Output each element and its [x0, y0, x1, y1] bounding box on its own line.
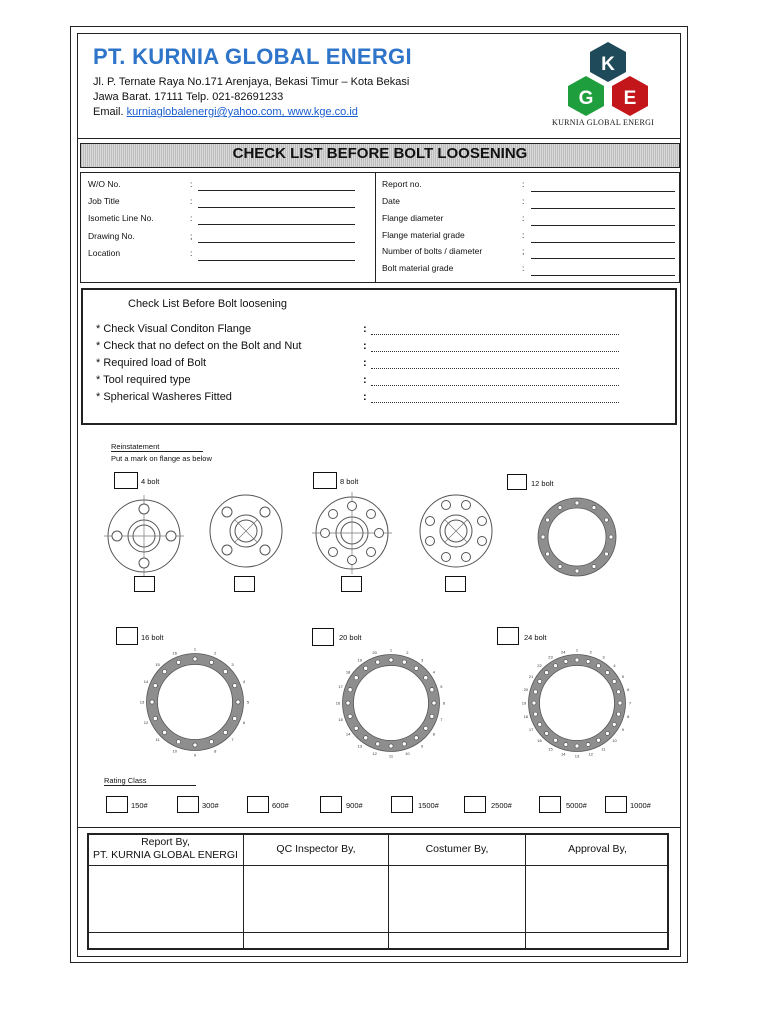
header-divider — [77, 138, 681, 139]
bolt-hole — [354, 676, 358, 680]
bolt-hole — [376, 742, 380, 746]
bolt-hole — [554, 664, 558, 668]
bolt-number: 5 — [440, 684, 443, 690]
option-12-bolt-checkbox[interactable] — [507, 474, 527, 490]
logo-letter-e: E — [623, 88, 637, 109]
bolt-hole — [354, 726, 358, 730]
bolt-number: 6 — [242, 719, 246, 725]
bolt-number: 15 — [548, 746, 553, 752]
flange-8-bolt-a-checkbox[interactable] — [341, 576, 362, 592]
bolt-hole — [558, 564, 562, 568]
bolt-material-label: Bolt material grade — [382, 263, 454, 273]
bolt-hole — [605, 731, 609, 735]
bolt-hole — [575, 658, 579, 662]
bolt-hole — [617, 712, 621, 716]
bolt-hole — [414, 666, 418, 670]
rating-300-checkbox[interactable] — [177, 796, 199, 813]
bolt-hole — [575, 744, 579, 748]
rating-900-label: 900# — [346, 801, 363, 810]
report-by-header — [88, 836, 243, 862]
flange-diameter-label: Flange diameter — [382, 213, 444, 223]
logo-caption: KURNIA GLOBAL ENERGI — [552, 118, 655, 127]
flange-20-bolt-ring-diagram — [336, 648, 446, 758]
flange-4-bolt-b-diagram — [206, 490, 286, 572]
bolt-number: 3 — [602, 654, 605, 660]
bolt-hole — [153, 683, 157, 687]
bolt-number: 14 — [143, 679, 149, 685]
bolt-hole — [236, 700, 240, 704]
drawing-no-field[interactable] — [198, 242, 355, 243]
email-label: Email. — [93, 106, 127, 118]
customer-signature-area[interactable] — [390, 867, 524, 931]
bolt-number: 24 — [561, 649, 566, 655]
bolt-hole — [364, 736, 368, 740]
bolt-number: 2 — [214, 650, 217, 656]
bolt-number: 4 — [613, 663, 616, 669]
bolt-hole — [150, 700, 154, 704]
checklist-item-defect: * Check that no defect on the Bolt and Nut — [96, 340, 302, 352]
flange-diameter-field[interactable] — [531, 225, 675, 226]
bolt-hole — [612, 723, 616, 727]
bolt-number: 4 — [242, 679, 246, 685]
job-title-field[interactable] — [198, 207, 355, 208]
bolt-count-field[interactable] — [531, 258, 675, 259]
bolt-hole — [538, 680, 542, 684]
location-label: Location — [88, 248, 121, 258]
company-name: PT. KURNIA GLOBAL ENERGI — [93, 44, 412, 69]
wo-no-field[interactable] — [198, 190, 355, 191]
checklist-item-washer: * Spherical Washeres Fitted — [96, 391, 232, 403]
flange-diameter-colon: : — [522, 213, 525, 223]
flange-material-colon: : — [522, 230, 525, 240]
bolt-number: 10 — [405, 750, 410, 756]
bolt-hole — [424, 676, 428, 680]
bolt-hole — [546, 552, 550, 556]
bolt-hole — [233, 683, 237, 687]
bolt-hole — [346, 701, 350, 705]
bolt-hole — [532, 701, 536, 705]
report-by-signature-area[interactable] — [88, 867, 242, 931]
flange-material-label: Flange material grade — [382, 230, 465, 240]
info-box-divider — [375, 172, 376, 283]
bolt-number: 18 — [345, 669, 351, 675]
bolt-hole — [402, 660, 406, 664]
bolt-number: 13 — [140, 699, 145, 705]
bolt-number: 6 — [627, 686, 630, 692]
date-field[interactable] — [531, 208, 675, 209]
bolt-hole — [564, 659, 568, 663]
bolt-count-colon: ; — [522, 246, 525, 256]
bolt-hole — [597, 738, 601, 742]
bolt-hole — [162, 730, 166, 734]
bolt-hole — [533, 712, 537, 716]
bolt-hole — [605, 671, 609, 675]
bolt-number: 19 — [357, 657, 363, 663]
bolt-hole — [193, 743, 197, 747]
drawing-no-colon: ; — [190, 231, 193, 241]
option-4-bolt-label: 4 bolt — [141, 477, 160, 486]
bolt-number: 21 — [528, 674, 534, 679]
bolt-number: 1 — [575, 648, 579, 653]
checklist-answer-defect[interactable] — [371, 351, 619, 352]
bolt-hole — [612, 680, 616, 684]
flange-8-bolt-b-checkbox[interactable] — [445, 576, 466, 592]
bolt-material-colon: : — [522, 263, 525, 273]
bolt-number: 6 — [442, 700, 446, 706]
option-20-bolt-label: 20 bolt — [339, 633, 362, 642]
job-title-label: Job Title — [88, 196, 120, 206]
flange-material-field[interactable] — [531, 242, 675, 243]
checklist-colon: : — [363, 357, 367, 369]
bolt-number: 5 — [621, 674, 625, 679]
flange-8-bolt-a-diagram — [312, 492, 392, 574]
bolt-number: 16 — [537, 737, 542, 743]
bolt-number: 16 — [336, 700, 341, 706]
isometric-line-field[interactable] — [198, 224, 355, 225]
option-16-bolt-checkbox[interactable] — [116, 627, 138, 645]
website-link[interactable]: , www.kge.co.id — [281, 106, 358, 118]
option-16-bolt-label: 16 bolt — [141, 633, 164, 642]
bolt-number: 9 — [421, 743, 424, 749]
email-link[interactable]: kurniaglobalenergi@yahoo.com — [126, 106, 282, 118]
footer-divider — [77, 827, 681, 828]
bolt-number: 7 — [628, 700, 632, 706]
bolt-number: 17 — [338, 684, 343, 690]
rating-2500-label: 2500# — [491, 801, 512, 810]
bolt-number: 8 — [432, 731, 435, 737]
bolt-hole — [223, 669, 227, 673]
option-8-bolt-checkbox[interactable] — [313, 472, 337, 489]
bolt-hole — [617, 690, 621, 694]
bolt-hole — [176, 660, 180, 664]
bolt-hole — [575, 569, 579, 573]
bolt-number: 11 — [601, 746, 606, 752]
reinstatement-title: Reinstatement — [111, 442, 203, 452]
bolt-number: 8 — [214, 748, 217, 754]
option-20-bolt-checkbox[interactable] — [312, 628, 334, 646]
customer-header: Costumer By, — [425, 843, 489, 855]
flange-16-bolt-ring-diagram — [140, 647, 250, 757]
bolt-hole — [209, 740, 213, 744]
date-colon: : — [522, 196, 525, 206]
bolt-count-label: Number of bolts / diameter — [382, 246, 483, 256]
rating-1500-label: 1500# — [418, 801, 439, 810]
bolt-hole — [402, 742, 406, 746]
rating-1500-checkbox[interactable] — [391, 796, 413, 813]
bolt-hole — [538, 723, 542, 727]
bolt-number: 15 — [155, 662, 160, 668]
bolt-hole — [604, 518, 608, 522]
contact-line — [93, 106, 358, 118]
isometric-line-label: Isometic Line No. — [88, 213, 154, 223]
bolt-number: 20 — [372, 650, 377, 656]
bolt-number: 7 — [440, 716, 443, 722]
bolt-hole — [618, 701, 622, 705]
checklist-answer-washer[interactable] — [371, 402, 619, 403]
bolt-number: 9 — [621, 727, 625, 732]
bolt-number: 12 — [143, 719, 149, 725]
bolt-hole — [609, 535, 613, 539]
bolt-hole — [575, 501, 579, 505]
bolt-number: 1 — [389, 648, 393, 653]
bolt-number: 14 — [345, 731, 351, 737]
bolt-number: 11 — [155, 736, 160, 742]
rating-600-checkbox[interactable] — [247, 796, 269, 813]
flange-8-bolt-b-diagram — [416, 490, 496, 572]
bolt-number: 3 — [231, 662, 234, 668]
option-4-bolt-checkbox[interactable] — [114, 472, 138, 489]
bolt-material-field[interactable] — [531, 275, 675, 276]
approval-header: Approval By, — [568, 843, 627, 855]
bolt-number: 9 — [193, 752, 197, 757]
bolt-number: 10 — [172, 748, 177, 754]
bolt-hole — [586, 743, 590, 747]
checklist-answer-tool[interactable] — [371, 385, 619, 386]
address-line-1: Jl. P. Ternate Raya No.171 Arenjaya, Bekasi Timur – Kota Bekasi — [93, 76, 410, 88]
bolt-hole — [364, 666, 368, 670]
bolt-number: 10 — [612, 737, 617, 743]
signature-header-line — [87, 865, 669, 866]
option-24-bolt-label: 24 bolt — [524, 633, 547, 642]
location-colon: : — [190, 248, 193, 258]
company-logo — [560, 40, 656, 118]
bolt-hole — [430, 688, 434, 692]
bolt-hole — [558, 506, 562, 510]
rating-1000-label: 1000# — [630, 801, 651, 810]
option-24-bolt-checkbox[interactable] — [497, 627, 519, 645]
rating-5000-checkbox[interactable] — [539, 796, 561, 813]
report-by-label: Report By, — [141, 836, 190, 848]
bolt-hole — [546, 518, 550, 522]
logo-letter-k: K — [601, 54, 615, 75]
bolt-hole — [424, 726, 428, 730]
bolt-number: 14 — [561, 751, 566, 757]
qc-inspector-header: QC Inspector By, — [276, 843, 356, 855]
isometric-line-colon: : — [190, 213, 193, 223]
bolt-hole — [348, 714, 352, 718]
checklist-colon: : — [363, 374, 367, 386]
bolt-number: 1 — [193, 647, 197, 652]
bolt-number: 3 — [421, 657, 424, 663]
bolt-hole — [376, 660, 380, 664]
flange-4-bolt-a-checkbox[interactable] — [134, 576, 155, 592]
bolt-hole — [153, 716, 157, 720]
bolt-hole — [545, 671, 549, 675]
bolt-number: 11 — [388, 753, 394, 758]
reinstatement-subtitle: Put a mark on flange as below — [111, 454, 212, 463]
bolt-hole — [533, 690, 537, 694]
bolt-number: 16 — [172, 650, 177, 656]
bolt-number: 12 — [372, 750, 377, 756]
report-no-colon: : — [522, 179, 525, 189]
bolt-hole — [430, 714, 434, 718]
bolt-hole — [193, 657, 197, 661]
bolt-hole — [604, 552, 608, 556]
bolt-hole — [545, 731, 549, 735]
bolt-hole — [592, 564, 596, 568]
rating-900-checkbox[interactable] — [320, 796, 342, 813]
checklist-item-load: * Required load of Bolt — [96, 357, 207, 369]
bolt-number: 17 — [528, 727, 534, 732]
rating-300-label: 300# — [202, 801, 219, 810]
bolt-hole — [176, 740, 180, 744]
checklist-colon: : — [363, 340, 367, 352]
flange-12-bolt-ring-diagram — [535, 495, 619, 579]
bolt-number: 23 — [548, 654, 553, 660]
bolt-hole — [389, 744, 393, 748]
job-title-colon: : — [190, 196, 193, 206]
bolt-number: 8 — [627, 714, 630, 720]
bolt-hole — [586, 659, 590, 663]
rating-1000-checkbox[interactable] — [605, 796, 627, 813]
approval-signature-area[interactable] — [527, 867, 668, 931]
checklist-answer-visual[interactable] — [371, 334, 619, 335]
bolt-number: 22 — [537, 663, 542, 669]
rating-150-label: 150# — [131, 801, 148, 810]
checklist-title: Check List Before Bolt loosening — [128, 298, 287, 310]
wo-no-label: W/O No. — [88, 179, 121, 189]
document-title: CHECK LIST BEFORE BOLT LOOSENING — [232, 145, 528, 162]
checklist-answer-load[interactable] — [371, 368, 619, 369]
rating-2500-checkbox[interactable] — [464, 796, 486, 813]
checklist-colon: : — [363, 391, 367, 403]
bolt-number: 5 — [246, 699, 250, 705]
flange-4-bolt-a-diagram — [104, 495, 184, 577]
bolt-number: 19 — [522, 700, 527, 706]
bolt-hole — [223, 730, 227, 734]
checklist-item-visual: * Check Visual Conditon Flange — [96, 323, 252, 335]
bolt-number: 15 — [338, 716, 343, 722]
qc-inspector-signature-area[interactable] — [245, 867, 387, 931]
bolt-number: 2 — [406, 650, 409, 656]
bolt-hole — [541, 535, 545, 539]
checklist-item-tool: * Tool required type — [96, 374, 191, 386]
rating-600-label: 600# — [272, 801, 289, 810]
report-by-company: PT. KURNIA GLOBAL ENERGI — [93, 849, 238, 861]
address-line-2: Jawa Barat. 17111 Telp. 021-82691233 — [93, 91, 284, 103]
bolt-hole — [389, 658, 393, 662]
option-12-bolt-label: 12 bolt — [531, 479, 554, 488]
info-box — [80, 172, 680, 283]
bolt-hole — [554, 738, 558, 742]
bolt-number: 18 — [523, 714, 529, 720]
bolt-number: 13 — [357, 743, 363, 749]
bolt-hole — [597, 664, 601, 668]
bolt-hole — [414, 736, 418, 740]
bolt-number: 7 — [231, 736, 234, 742]
date-label: Date — [382, 196, 400, 206]
flange-4-bolt-b-checkbox[interactable] — [234, 576, 255, 592]
bolt-hole — [564, 743, 568, 747]
drawing-no-label: Drawing No. — [88, 231, 135, 241]
location-field[interactable] — [198, 260, 355, 261]
rating-class-title: Rating Class — [104, 776, 196, 786]
bolt-hole — [209, 660, 213, 664]
bolt-number: 4 — [432, 669, 435, 675]
bolt-number: 2 — [589, 649, 592, 655]
flange-24-bolt-ring-diagram — [522, 648, 632, 758]
bolt-number: 12 — [588, 751, 593, 757]
bolt-number: 20 — [523, 686, 529, 692]
bolt-hole — [348, 688, 352, 692]
bolt-hole — [592, 506, 596, 510]
wo-no-colon: : — [190, 179, 193, 189]
signature-footer-line — [87, 932, 669, 933]
logo-letter-g: G — [578, 88, 594, 109]
bolt-hole — [432, 701, 436, 705]
report-no-field[interactable] — [531, 191, 675, 192]
bolt-hole — [233, 716, 237, 720]
rating-150-checkbox[interactable] — [106, 796, 128, 813]
bolt-number: 13 — [574, 753, 580, 758]
checklist-colon: : — [363, 323, 367, 335]
report-no-label: Report no. — [382, 179, 422, 189]
option-8-bolt-label: 8 bolt — [340, 477, 359, 486]
rating-5000-label: 5000# — [566, 801, 587, 810]
bolt-hole — [162, 669, 166, 673]
